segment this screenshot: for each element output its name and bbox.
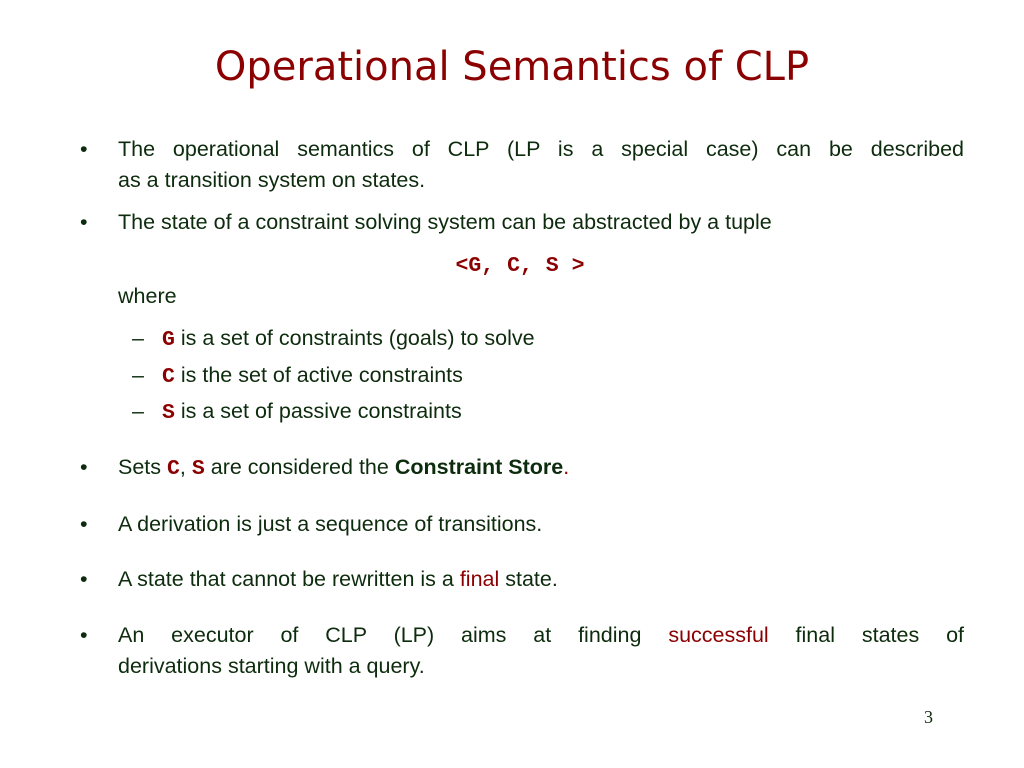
state-tuple: <G, C, S > xyxy=(455,254,585,278)
sub-item-g xyxy=(162,323,535,356)
sub-item-g-text: is a set of constraints (goals) to solve xyxy=(174,326,535,350)
bullet-marker: • xyxy=(80,512,88,536)
bullet-2-text: The state of a constraint solving system can be abstracted by a tuple xyxy=(118,210,772,234)
var-c: C xyxy=(162,365,175,389)
constraint-store-term: Constraint Store xyxy=(394,455,564,479)
b6-suffix: final states of xyxy=(768,623,964,647)
bullet-5-text xyxy=(118,564,964,595)
var-s: S xyxy=(162,401,175,425)
bullet-6-line-1 xyxy=(118,620,964,651)
b3-middle: are considered the xyxy=(204,455,395,479)
bullet-marker: • xyxy=(80,137,88,161)
b5-prefix: A state that cannot be rewritten is a xyxy=(118,567,460,591)
b6-prefix: An executor of CLP (LP) aims at finding xyxy=(118,623,669,647)
bullet-marker: • xyxy=(80,210,88,234)
sub-item-s-text: is a set of passive constraints xyxy=(174,399,462,423)
sub-dash: – xyxy=(132,363,144,387)
bullet-1-line-2: as a transition system on states. xyxy=(118,168,426,192)
sub-dash: – xyxy=(132,399,144,423)
sub-item-c xyxy=(162,360,463,393)
tuple-line xyxy=(0,249,1024,282)
bullet-6-line-2: derivations starting with a query. xyxy=(118,654,425,678)
bullet-4-text: A derivation is just a sequence of transitions. xyxy=(118,512,543,536)
bullet-1-line-1: The operational semantics of CLP (LP is a special case) can be described xyxy=(118,137,964,161)
b3-period: . xyxy=(563,455,570,479)
var-g: G xyxy=(162,328,175,352)
var-c: C xyxy=(167,457,180,481)
bullet-marker: • xyxy=(80,455,88,479)
sub-dash: – xyxy=(132,326,144,350)
b3-comma: , xyxy=(179,455,192,479)
sub-item-s xyxy=(162,396,462,429)
bullet-3-text xyxy=(118,452,964,485)
successful-term: successful xyxy=(668,623,769,647)
page-number: 3 xyxy=(924,707,933,727)
var-s: S xyxy=(191,457,205,481)
where-label: where xyxy=(118,284,177,308)
bullet-marker: • xyxy=(80,623,88,647)
b3-prefix: Sets xyxy=(118,455,167,479)
bullet-marker: • xyxy=(80,567,88,591)
sub-item-c-text: is the set of active constraints xyxy=(174,363,463,387)
slide-title: Operational Semantics of CLP xyxy=(214,44,810,90)
final-term: final xyxy=(459,567,500,591)
b5-suffix: state. xyxy=(499,567,558,591)
